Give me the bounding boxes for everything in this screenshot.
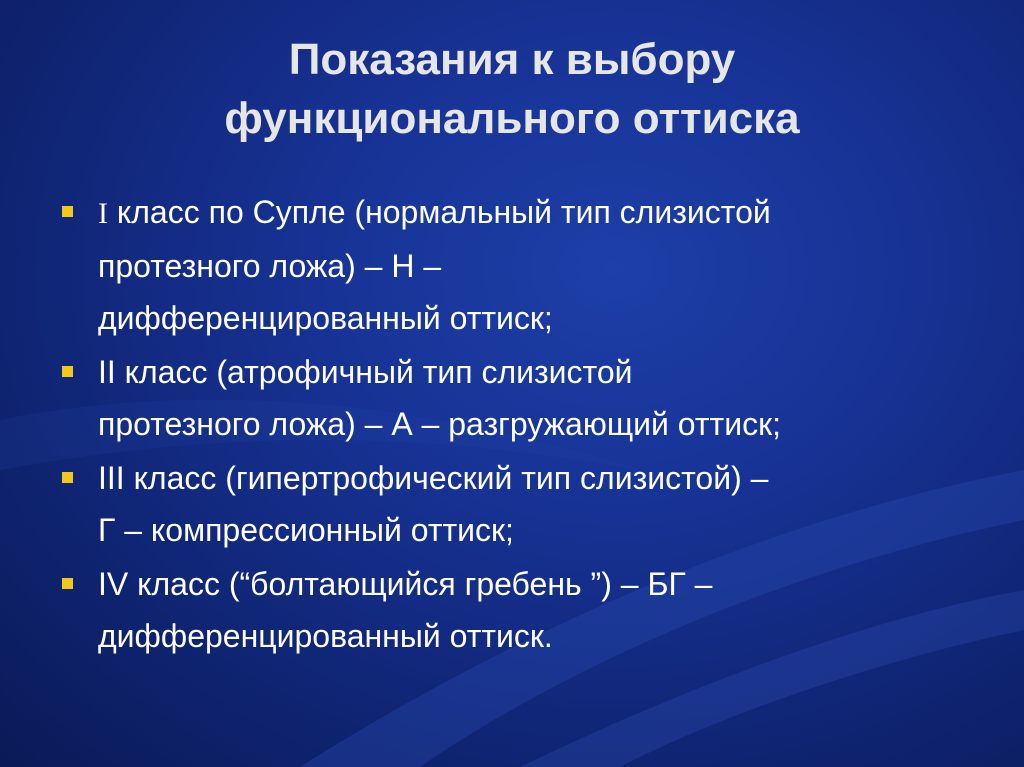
square-bullet-icon [62,366,73,377]
item-line: дифференцированный оттиск; [98,300,553,336]
list-item-class-3 [62,452,982,556]
roman-numeral: I [98,197,108,230]
bullet-list [62,186,982,664]
item-line: протезного ложа) – А – разгружающий оттиск; [98,406,781,442]
item-line: III класс (гипертрофический тип слизистой) – [98,460,769,496]
list-item-class-2 [62,346,982,450]
square-bullet-icon [62,578,73,589]
item-line: протезного ложа) – Н – [98,248,442,284]
square-bullet-icon [62,472,73,483]
title-line-2: функционального оттиска [224,94,800,143]
item-line [98,186,982,240]
slide-title [40,30,984,148]
item-line: IV класс (“болтающийся гребень ”) – БГ – [98,566,713,602]
item-line: II класс (атрофичный тип слизистой [98,354,633,390]
list-item-class-4 [62,558,982,662]
item-line: дифференцированный оттиск. [98,618,553,654]
item-text: класс по Супле (нормальный тип слизистой [108,194,771,230]
square-bullet-icon [62,206,73,217]
title-line-1: Показания к выбору [288,35,736,84]
list-item-class-1 [62,186,982,344]
item-line: Г – компрессионный оттиск; [98,512,514,548]
